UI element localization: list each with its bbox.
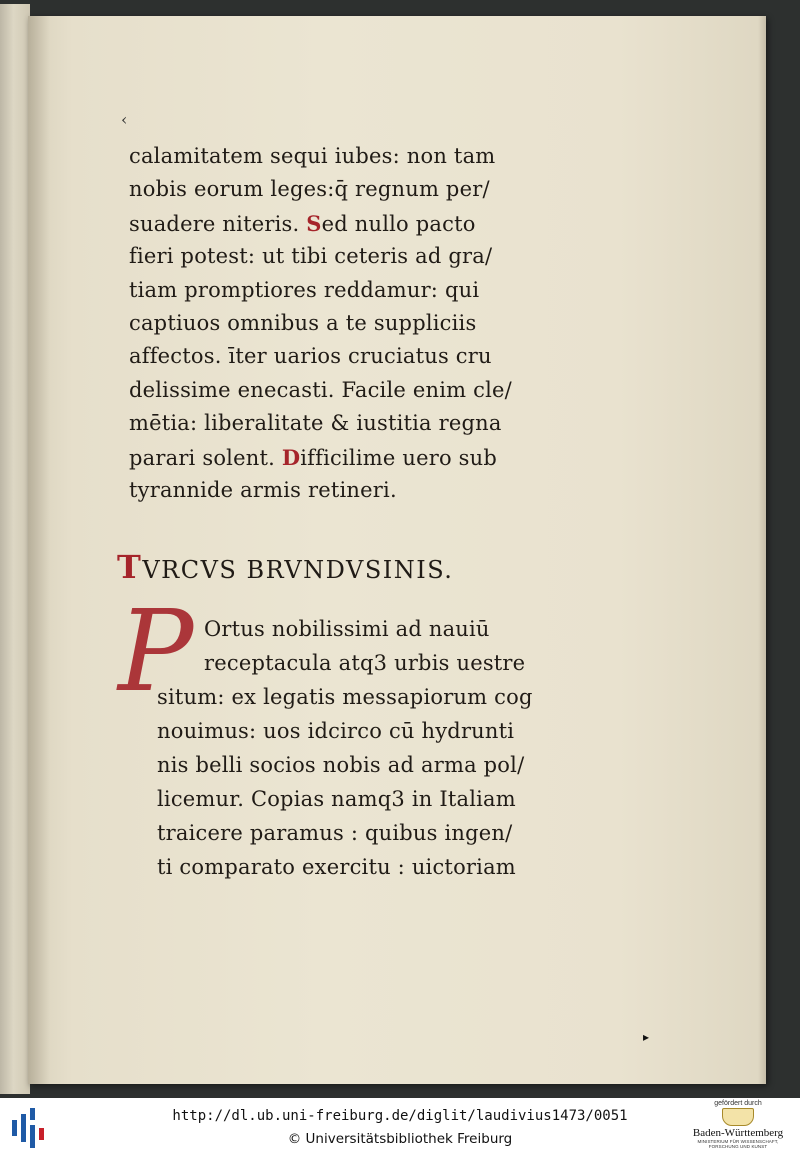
text-line: fieri potest: ut tibi ceteris ad gra/ (129, 244, 493, 269)
text-line: calamitatem sequi iubes: non tam (129, 144, 496, 168)
section-heading (117, 548, 453, 586)
rubricated-letter-d: D (281, 444, 301, 470)
footer-bar (0, 1098, 800, 1157)
text-line: tyrannide armis retineri. (129, 477, 397, 502)
text-line-start: parari solent. (129, 445, 282, 470)
page-gutter-shadow (28, 16, 50, 1084)
text-line: affectos. īter uarios cruciatus cru (129, 344, 492, 369)
text-block-lower (143, 612, 563, 884)
permalink-url[interactable]: http://dl.ub.uni-freiburg.de/diglit/laudivius1473/0051 (172, 1108, 628, 1124)
coat-of-arms-icon (722, 1108, 754, 1126)
funder-logo (682, 1100, 794, 1155)
text-line (129, 441, 549, 474)
text-line: licemur. Copias namq3 in Italiam (157, 787, 516, 811)
text-line: nouimus: uos idcirco cū hydrunti (157, 719, 515, 743)
text-block-upper (129, 140, 549, 507)
facing-page-edge (0, 4, 30, 1094)
text-line: captiuos omnibus a te suppliciis (129, 310, 477, 335)
text-line-start: suadere niteris. (129, 211, 307, 236)
text-line (129, 207, 549, 240)
text-line: nobis eorum leges:q̄ regnum per/ (129, 177, 490, 202)
funder-ministry: MINISTERIUM FÜR WISSENSCHAFT, FORSCHUNG UND KUNST (697, 1139, 779, 1149)
text-line: traicere paramus : quibus ingen/ (157, 821, 513, 845)
page-edge-shadow (758, 16, 766, 1084)
copyright-notice: © Universitätsbibliothek Freiburg (287, 1131, 513, 1147)
margin-mark: ‹ (121, 110, 128, 129)
heading-text: VRCVS BRVNDVSINIS. (142, 556, 454, 584)
text-line-end: ed nullo pacto (321, 211, 476, 236)
funder-name: Baden-Württemberg (692, 1127, 784, 1139)
heading-initial: T (117, 548, 143, 586)
text-line: nis belli socios nobis ad arma pol/ (157, 753, 525, 777)
rubricated-letter-s: S (306, 210, 322, 236)
end-mark: ▸ (643, 1030, 650, 1044)
decorated-initial-p: P (118, 587, 194, 717)
text-line: receptacula atq3 urbis uestre (204, 651, 526, 675)
text-line: tiam promptiores reddamur: qui (129, 277, 480, 302)
funder-label: gefördert durch (714, 1100, 762, 1107)
text-line: ti comparato exercitu : uictoriam (157, 855, 516, 879)
text-line: mētia: liberalitate & iustitia regna (129, 411, 502, 436)
text-line: Ortus nobilissimi ad nauiū (204, 617, 490, 641)
text-line: delissime enecasti. Facile enim cle/ (129, 377, 512, 402)
text-line-end: ifficilime uero sub (300, 445, 498, 470)
text-line: situm: ex legatis messapiorum cog (157, 685, 533, 709)
